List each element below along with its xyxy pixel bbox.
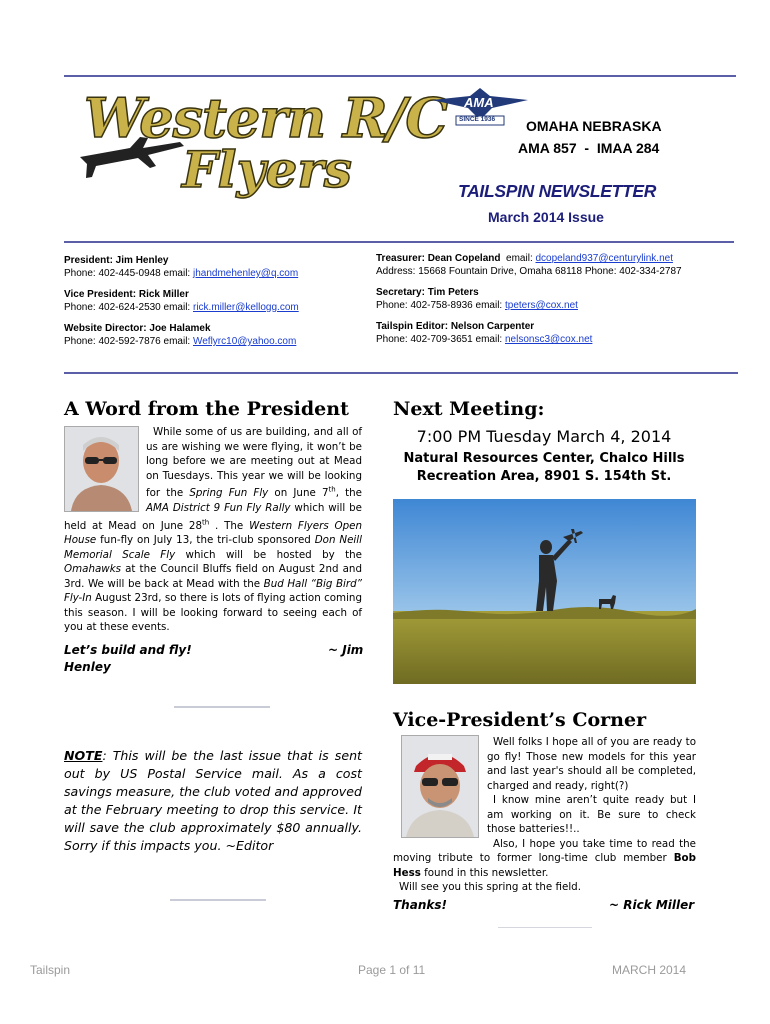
president-signoff-left: Let’s build and fly! [64, 643, 192, 657]
editor-title: Tailspin Editor: Nelson Carpenter [376, 321, 535, 332]
treasurer-address: Address: 15668 Fountain Drive, Omaha 68118 Phone: 402-334-2787 [376, 266, 682, 277]
chapters-heading: AMA 857 - IMAA 284 [518, 140, 660, 156]
ama-logo-text: AMA [464, 95, 494, 110]
treasurer-title: Treasurer: Dean Copeland email: dcopeland937@centurylink.net [376, 253, 673, 264]
vp-photo-float-spacer [393, 735, 487, 839]
meeting-location-2: Recreation Area, 8901 S. 154th St. [416, 469, 672, 484]
club-logo [70, 82, 448, 204]
editor-note [64, 747, 362, 855]
footer-center: Page 1 of 11 [358, 963, 426, 977]
vp-para-3: Also, I hope you take time to read the moving tribute to former long-time club member Bob Hess found in this newsletter. [393, 837, 696, 879]
editor-email-link[interactable]: nelsonsc3@cox.net [504, 334, 593, 345]
president-signoff-name: Henley [64, 660, 111, 674]
meeting-heading: Next Meeting: [393, 398, 545, 420]
secretary-title: Secretary: Tim Peters [376, 287, 479, 298]
president-title: President: Jim Henley [64, 255, 169, 266]
officers-right [376, 252, 736, 346]
photo-float-spacer [64, 425, 146, 513]
newsletter-title: TAILSPIN NEWSLETTER [458, 181, 657, 201]
top-rule [64, 75, 736, 77]
vp-signoff: ~ Rick Miller [609, 898, 695, 912]
issue-date: March 2014 Issue [488, 209, 604, 225]
president-para-1: While some of us are building, and all of us are wishing we were flying, it won’t be long before we are meeting out at Mead on Tuesdays. This year we will be looking for the Spring Fun Fly on June 7th, the AMA District 9 Fun Fly Rally which will be held at Mead on June 28th . The Western Flyers Open House fun-fly on July 13, the tri-club sponsored Don Neill Memorial Scale Fly which will be hosted by the Omahawks at the Council Bluffs field on August 2nd and 3rd. We will be back at Mead with the Bud Hall “Big Bird” Fly-In August 23rd, so there is lots of flying action coming this season. I will be looking forward to seeing each of you at these events. [64, 426, 363, 634]
secretary-contact: Phone: 402-758-8936 email: tpeters@cox.net [376, 300, 578, 311]
divider-left-2 [170, 899, 266, 901]
officers-top-rule [64, 241, 734, 243]
note-text: : This will be the last issue that is sent out by US Postal Service mail. As a cost savings measure, the club voted and approved at the February meeting to drop this service. It will save the club approximately $80 annually. Sorry if this impacts you. ~Editor [64, 748, 362, 853]
president-contact: Phone: 402-445-0948 email: jhandmehenley@q.com [64, 268, 299, 279]
president-message [64, 425, 362, 635]
divider-right [498, 927, 592, 928]
vp-para-2: I know mine aren’t quite ready but I am working on it. Be sure to check those batteries!!.. [487, 794, 696, 835]
vp-para-1: Well folks I hope all of you are ready to go fly! Those new models for this year and last year's should all be completed, charged and ready, right(?) [487, 736, 696, 792]
meeting-location-1: Natural Resources Center, Chalco Hills [403, 451, 685, 466]
footer-left: Tailspin [30, 963, 71, 977]
meeting-datetime: 7:00 PM Tuesday March 4, 2014 [416, 427, 672, 446]
officers-bottom-rule [64, 372, 738, 374]
vp-email-link[interactable]: rick.miller@kellogg.com [192, 302, 299, 313]
logo-text-flyers: Flyers [182, 140, 352, 199]
divider-left-1 [174, 706, 270, 708]
vp-contact: Phone: 402-624-2530 email: rick.miller@kellogg.com [64, 302, 299, 313]
webdirector-email-link[interactable]: Weflyrc10@yahoo.com [192, 336, 297, 347]
footer-right: MARCH 2014 [612, 963, 687, 977]
editor-contact: Phone: 402-709-3651 email: nelsonsc3@cox.net [376, 334, 593, 345]
officers-left [64, 254, 364, 348]
treasurer-email-link[interactable]: dcopeland937@centurylink.net [535, 253, 673, 264]
boy-flying-plane-photo-icon [393, 499, 696, 684]
field-photo [393, 499, 696, 684]
vp-message [393, 735, 696, 895]
note-label: NOTE [64, 748, 103, 763]
webdirector-title: Website Director: Joe Halamek [64, 323, 211, 334]
logo-text-western: Western R/C [84, 86, 448, 150]
vp-thanks: Thanks! [393, 898, 447, 912]
president-heading: A Word from the President [64, 398, 349, 420]
vp-title: Vice President: Rick Miller [64, 289, 189, 300]
city-heading: OMAHA NEBRASKA [526, 118, 662, 134]
president-signoff-right: ~ Jim [328, 643, 364, 657]
president-email-link[interactable]: jhandmehenley@q.com [192, 268, 299, 279]
vp-heading: Vice-President’s Corner [393, 709, 647, 731]
ama-since-text: SINCE 1936 [459, 116, 496, 123]
webdirector-contact: Phone: 402-592-7876 email: Weflyrc10@yahoo.com [64, 336, 297, 347]
vp-para-4: Will see you this spring at the field. [399, 881, 581, 893]
ama-logo [430, 86, 530, 132]
secretary-email-link[interactable]: tpeters@cox.net [504, 300, 578, 311]
